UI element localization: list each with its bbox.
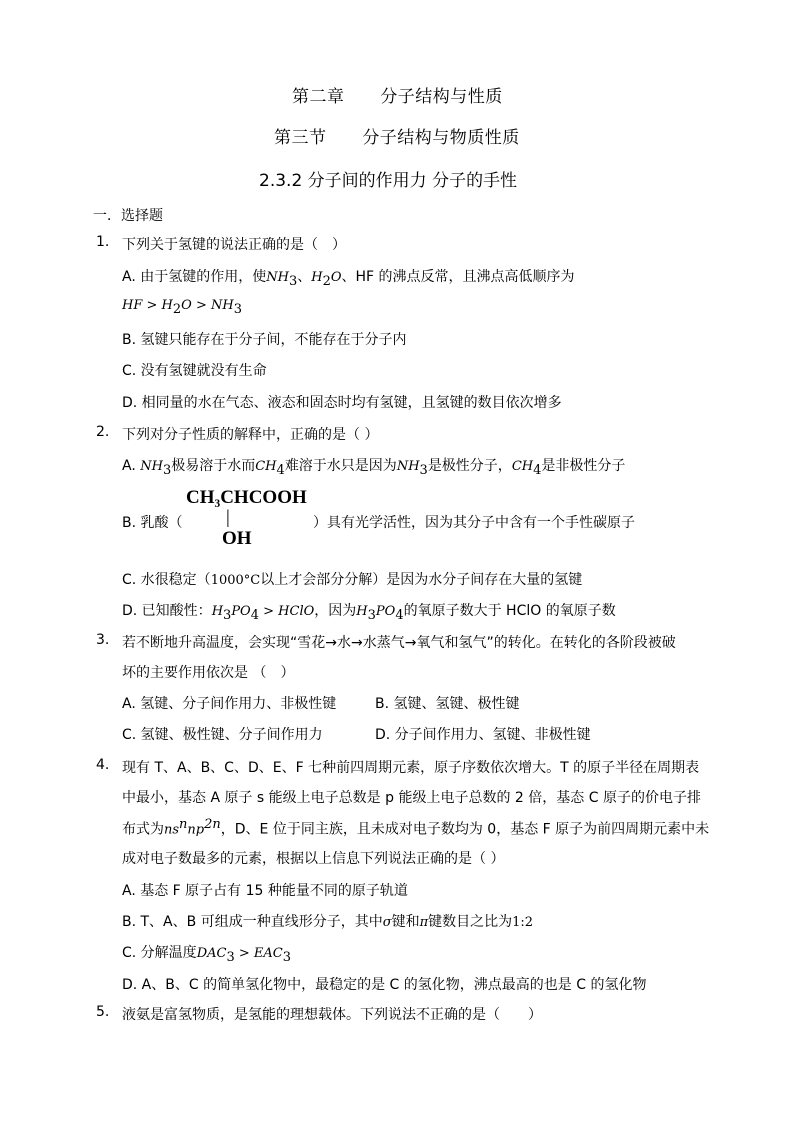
section-label: 第三节 <box>274 128 327 148</box>
chapter-title: 分子结构与性质 <box>380 87 503 107</box>
lesson-title: 2.3.2 分子间的作用力 分子的手性 <box>259 171 518 191</box>
q1-option-b: B. 氢键只能存在于分子间，不能存在于分子内 <box>122 332 407 348</box>
lactic-acid-formula-bottom: OH <box>222 528 252 549</box>
q2-number: 2. <box>96 424 110 440</box>
q5-number: 5. <box>96 1004 110 1020</box>
q2-option-b-text: ）具有光学活性，因为其分子中含有一个手性碳原子 <box>313 515 635 531</box>
lactic-acid-formula-top: CH₃CHCOOH <box>186 487 307 508</box>
lactic-acid-formula-bond: | <box>226 507 230 528</box>
q4-stem-line3: 布式为$ns^nnp^{2n}$，D、E 位于同主族，且未成对电子数均为 0，基态 F 原子为前四周期元素中未 <box>122 817 710 838</box>
q4-stem-line1: 现有 T、A、B、C、D、E、F 七种前四周期元素，原子序数依次增大。T 的原子半径在周期表 <box>122 760 700 776</box>
q3-stem-line2: 坏的主要作用依次是 （ ） <box>122 665 295 681</box>
q1-stem: 下列关于氢键的说法正确的是（ ） <box>122 237 346 253</box>
q3-option-b: B. 氢键、氢键、极性键 <box>375 696 520 712</box>
q3-stem-line1: 若不断地升高温度，会实现“雪花→水→水蒸气→氧气和氢气”的转化。在转化的各阶段被破 <box>122 635 676 651</box>
q2-option-d: D. 已知酸性：$H_3PO_4$ > HClO，因为$H_3PO_4$的氧原子数大于 HClO 的氧原子数 <box>122 603 616 623</box>
q3-option-d: D. 分子间作用力、氢键、非极性键 <box>375 727 591 743</box>
q1-option-a-order: HF > $H_2O > NH_3$ <box>122 298 242 317</box>
q4-number: 4. <box>96 757 110 773</box>
q2-option-b-label: B. 乳酸（ <box>122 515 183 531</box>
q2-option-c: C. 水很稳定（1000°C以上才会部分分解）是因为水分子间存在大量的氢键 <box>122 572 583 588</box>
q3-number: 3. <box>96 632 110 648</box>
q1-option-d: D. 相同量的水在气态、液态和固态时均有氢键，且氢键的数目依次增多 <box>122 395 562 411</box>
q5-stem: 液氨是富氢物质，是氢能的理想载体。下列说法不正确的是（ ） <box>122 1007 542 1023</box>
q4-stem-line2: 中最小，基态 A 原子 s 能级上电子总数是 p 能级上电子总数的 2 倍，基态 C 原子的价电子排 <box>122 790 701 806</box>
q4-option-b: B. T、A、B 可组成一种直线形分子，其中σ键和π键数目之比为1:2 <box>122 914 534 930</box>
q3-option-a: A. 氢键、分子间作用力、非极性键 <box>122 696 337 712</box>
section-heading <box>274 123 520 148</box>
chapter-heading <box>292 82 503 107</box>
part-heading: 一．选择题 <box>93 208 163 224</box>
q4-option-c: C. 分解温度$DAC_3 > EAC_3$ <box>122 945 292 965</box>
q4-stem-line4: 成对电子数最多的元素，根据以上信息下列说法正确的是（ ） <box>122 851 505 867</box>
q1-number: 1. <box>96 234 110 250</box>
q1-option-c: C. 没有氢键就没有生命 <box>122 363 267 379</box>
q4-option-d: D. A、B、C 的简单氢化物中，最稳定的是 C 的氢化物，沸点最高的也是 C 的氢化物 <box>122 977 647 993</box>
q4-option-a: A. 基态 F 原子占有 15 种能量不同的原子轨道 <box>122 883 408 899</box>
q3-option-c: C. 氢键、极性键、分子间作用力 <box>122 727 323 743</box>
q2-stem: 下列对分子性质的解释中，正确的是（ ） <box>122 427 379 443</box>
q2-option-a: A. $NH_3$极易溶于水而$CH_4$难溶于水只是因为$NH_3$是极性分子，$CH_4$是非极性分子 <box>122 458 626 478</box>
chapter-label: 第二章 <box>292 87 345 107</box>
section-title: 分子结构与物质性质 <box>362 128 520 148</box>
q1-option-a: A. 由于氢键的作用，使$NH_3$、$H_2O$、HF 的沸点反常，且沸点高低顺序为 <box>122 269 575 289</box>
